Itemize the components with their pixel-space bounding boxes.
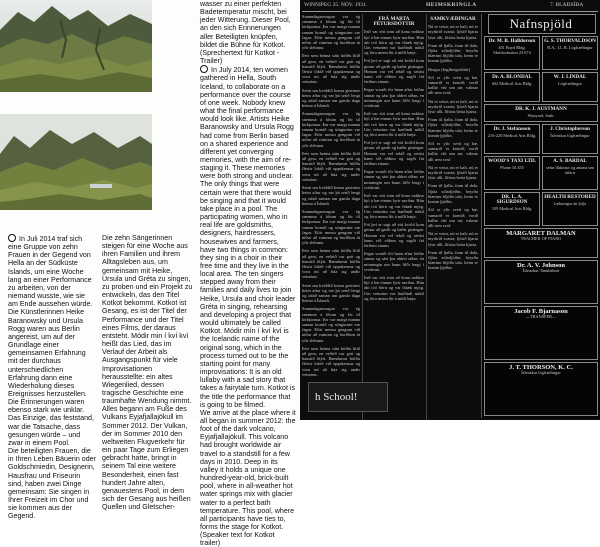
business-card (542, 156, 598, 190)
business-card (484, 192, 540, 226)
masthead-date: WINNIPEG 25. NOV. 1931. (304, 2, 368, 8)
english-paragraph-1: In July 2014, ten women gathered in Hella, South Iceland, to collaborate on a performance over the course of one week. Nobody knew what the final performance would look like. Artists Heike Baranowsky and Ursula Rogg had come from Berlin based on a shared experience and different yet converging memories, with the aim of re-staging it. These memories were both strong and unclear. The only things that were certain were that there would be singing and that it would take place in a pool. The participating women, who in real life are goldsmiths, designers, hairdressers, housewives and farmers, have two things in common: they sing in a choir in their free time and they live in the local area. The ten singers stepped away from their families and daily lives to join Heike, Ursula and choir leader Gréta in singing, rehearsing and developing a project that would ultimately be called Kotkot. Módir mín í kví kví is the Icelandic name of the original song, which in the process turned out to be the starting point for many improvisations: It is an old lullaby with a sad story that takes a fairytale turn. Kotkot is the title the performance that is going to be filmed. (200, 66, 296, 409)
business-card-name: Dr. A. BLONDAL (492, 74, 532, 80)
business-card-name: Dr. M. B. Halldorson (488, 38, 536, 44)
business-card (484, 124, 540, 154)
news-paragraph: Þegar voraði fór hann aftur leiðar sinnar og sást þar aldrei síðan, en minningin um hann lifði lengi í sveitinni. (364, 87, 424, 109)
circle-bullet-icon (200, 65, 208, 73)
news-paragraph: Það var eitt sinn að kona nokkur bjó á bæ einum fyrir norðan. Hún átti tvö börn og var fátæk mjög. Um veturinn var harðindi mikil og fóru menn lítt á milli bæja. (364, 29, 424, 56)
poem-stanza: Nú er vetur, nú er kalt, nú er myrkrið svarta; ljósið bjarta lýsir allt, lífsins heita hjarta. (428, 231, 478, 247)
english-paragraph-2: We arrive at the place where it all began in summer 2012: the foot of the dark volcano, Eyjafjallajökull. This volcano had brought worldwide air travel to a standstill for a few days in 2010. Deep in its valley it holds a unique one hundred-year-old, brick-built pool, where in all-weather hot water springs mix with glacier water to a perfect bath temperature. This pool, where all participants have ties to, forms the stage for Kotkot. (200, 408, 296, 531)
poem-stanza: Nú er vetur, nú er kalt, nú er myrkrið svarta; ljósið bjarta lýsir allt, lífsins heita hjarta. (428, 24, 478, 40)
business-card-name: WOOD'S TAXI LTD. (488, 158, 536, 164)
business-card (484, 36, 540, 70)
column-divider (426, 14, 427, 420)
news-paragraph: Seint um kvöldið komu gestirnir heim aftur og var þá setið lengi og talað saman um gamla daga heima á Íslandi. (302, 282, 360, 304)
news-paragraph: Það var eitt sinn að kona nokkur bjó á bæ einum fyrir norðan. Hún átti tvö börn og var fátæk mjög. Um veturinn var harðindi mikil og fóru menn lítt á milli bæja. (364, 111, 424, 138)
news-paragraph: Þegar voraði fór hann aftur leiðar sinnar og sást þar aldrei síðan, en minningin um hann lifði lengi í sveitinni. (364, 251, 424, 272)
masthead-title: HEIMSKRINGLA (426, 2, 477, 8)
news-paragraph: Sunnudagsmorgun var ég snemma á fótum og fór til kirkjunnar. Þar var margt manna saman komið og söngurinn var fagur. Eftir messu gengum við niður að vatninu og horfðum út yfir sléttuna. (302, 306, 360, 343)
news-paragraph: Þegar voraði fór hann aftur leiðar sinnar og sást þar aldrei síðan, en minningin um hann lifði lengi í sveitinni. (364, 169, 424, 190)
business-card (484, 362, 598, 416)
business-card (484, 104, 598, 122)
news-paragraph: Þeir sem heima sátu höfðu lítið að gera, en veðrið var gott og haustið hlýtt. Bændurnir höfðu flestir lokið við uppskeruna og voru nú að búa sig undir veturinn. (302, 345, 360, 377)
business-card-name: W. J. LINDAL (553, 74, 587, 80)
column-heading: SAMKVÆÐINGAR (430, 16, 476, 22)
german-text-column-1 (8, 234, 96, 521)
business-card-line: Íslenzkur lögfræðingur (550, 133, 590, 138)
business-card-line: 401 Boyd Bldg. Skrifstofusími 23 674 (493, 45, 531, 55)
business-card-name: Dr. J. Stefansson (493, 126, 531, 132)
business-card-name: MARGARET DALMAN (506, 230, 576, 237)
business-card (542, 72, 598, 102)
business-card-line: —TRANSFER— (525, 314, 557, 319)
german-paragraph-1: In Juli 2014 traf sich eine Gruppe von zehn Frauen in der Gegend von Hella an der Südküste Islands, um eine Woche lang an einer Performance zu arbeiten, von der niemand wusste, wie sie am Ende aussehen würde. Die Künstlerinnen Heike Baranowsky und Ursula Rogg waren aus Berlin angereist, um auf der Grundlage einer gemeinsamen Erfahrung mit der durchaus unterschiedlichen Erfahrung dann eine Wiederholung dieses Ereignisses herzustellen. Die Erinnerungen waren ebenso stark wie unklar. Das Einzige, das feststand, war die Tatsache, dass gesungen würde – und zwar in einem Pool. (8, 235, 94, 447)
business-card-line: 216-220 Medical Arts Bldg. (487, 133, 537, 138)
business-card-line: Íslenzkur lögfræðingur (521, 370, 561, 375)
german-paragraph-3: Die zehn Sängerinnen steigen für eine Woche aus ihren Familien und ihrem Alltagsleben aus, um gemeinsam mit Heike, Ursula und Gréta zu singen, zu proben und ein Projekt zu entwickeln, das den Titel Kotkot bekommt. Kotkot ist Gesang, es ist der Titel der Performance und der Titel eines Films, der daraus entsteht. Módir min í kví kví heißt das Lied, das im Verlauf der Arbeit als Ausgangspunkt für viele Improvisationen herausstellte: ein altes Wiegenlied, dessen tragische Geschichte eine traumhafte Wendung nimmt. Alles begann am Fuße des Vulkans Eyjafjallajökull im Sommer 2012. Der Vulkan, der im Sommer 2010 den weltweiten Flugverkehr für ein paar Tage zum Erliegen gebracht hatte, bringt in seinem Tal eine weitere Besonderheit, einen fast hundert Jahre alten, genauestens Pool, in dem sich der Gesang aus heißen Quellen und Gletscher- (102, 234, 193, 512)
masthead-rule (302, 11, 598, 12)
news-paragraph: Frá því er sagt að eitt kvöld kom gestur að garði og baðst gistingar. Honum var vel tekið og settist hann við eldinn og sagði frá ferðum sínum. (364, 58, 424, 85)
poem-stanza: Fram til fjalla, fram til dala, fljóta sólarljóðin; heyrðu blærinn hljóða tala, heim er komin þjóðin. (428, 183, 478, 205)
poem-stanza: Nú er vetur, nú er kalt, nú er myrkrið svarta; ljósið bjarta lýsir allt, lífsins heita hjarta. (428, 164, 478, 181)
business-card (484, 228, 598, 258)
news-paragraph: Það var eitt sinn að kona nokkur bjó á bæ einum fyrir norðan. Hún átti tvö börn og var fátæk mjög. Um veturinn var harðindi mikil og fóru menn lítt á milli bæja. (364, 274, 424, 301)
business-card-name: DR. K. J. AUSTMANN (515, 106, 567, 112)
business-card-line: Lögfræðingur (558, 81, 582, 86)
business-card (542, 36, 598, 70)
column-divider (362, 14, 363, 420)
news-paragraph: Seint um kvöldið komu gestirnir heim aftur og var þá setið lengi og talað saman um gamla daga heima á Íslandi. (302, 87, 360, 109)
business-card-name: HEALTH RESTORED (544, 194, 596, 200)
column-heading: FRÁ MARTA PÉTURSDÓTTIR (373, 16, 415, 28)
business-card-name: J. T. THORSON, K. C. (509, 364, 573, 371)
business-card (542, 192, 598, 226)
news-paragraph: Sunnudagsmorgun var ég snemma á fótum og fór til kirkjunnar. Þar var margt manna saman komið og söngurinn var fagur. Eftir messu gengum við niður að vatninu og horfðum út yfir sléttuna. (302, 208, 360, 246)
business-card (484, 156, 540, 190)
newspaper-column-2 (364, 14, 424, 420)
poem-stanza: Bragur (Ingibergsdóttir) (428, 66, 471, 72)
business-card-line: Phone 34 455 (500, 165, 524, 170)
business-card (484, 260, 598, 304)
german-trailer-caption: (Sprechertext für Kotkot -Trailer) (200, 48, 280, 66)
news-paragraph: Þeir sem heima sátu höfðu lítið að gera, en veðrið var gott og haustið hlýtt. Bændurnir höfðu flestir lokið við uppskeruna og voru nú að búa sig undir veturinn. (302, 248, 360, 280)
poem-stanza: Fram til fjalla, fram til dala, fljóta sólarljóðin; heyrðu blærinn hljóða tala, heim er komin þjóðin. (428, 117, 478, 138)
poem-stanza: Fram til fjalla, fram til dala, fljóta sólarljóðin; heyrðu blærinn hljóða tala, heim er komin þjóðin. (428, 42, 478, 64)
german-paragraph-2: Die beteiligten Frauen, die in Ihren Leben Bäuerin oder Goldschmiedin, Designerin, Hausfrau und Friseurin sind, haben zwei Dinge gemeinsam: Sie singen in Ihrer Freizeit im Chor und sie kommen aus der Gegend. (8, 447, 96, 521)
school-advert-text: h School! (315, 391, 358, 403)
poem-stanza: Fram til fjalla, fram til dala, fljóta sólarljóðin; heyrðu blærinn hljóða tala, heim er komin þjóðin. (428, 249, 478, 271)
business-card-line: Íslenzkur Tannlæknir (522, 268, 560, 273)
news-paragraph: Sunnudagsmorgun var ég snemma á fótum og fór til kirkjunnar. Þar var margt manna saman komið og söngurinn var fagur. Eftir messu gengum við niður að vatninu og horfðum út yfir sléttuna. (302, 14, 360, 51)
business-card (542, 124, 598, 154)
poem-stanza: Sól er yfir sveit og bæ, sumarið er komið; vorið kallar vítt um sæ, vaknar allt sem svaf. (428, 74, 478, 96)
business-card-line: Lækningar án lyfja (553, 201, 587, 206)
landscape-photo-bottom (0, 114, 152, 210)
business-card-name: Dr. A. V. Johnson (517, 262, 565, 269)
news-paragraph: Frá því er sagt að eitt kvöld kom gestur að garði og baðst gistingar. Honum var vel tekið og settist hann við eldinn og sagði frá ferðum sínum. (364, 222, 424, 248)
news-paragraph: Frá því er sagt að eitt kvöld kom gestur að garði og baðst gistingar. Honum var vel tekið og settist hann við eldinn og sagði frá ferðum sínum. (364, 140, 424, 167)
business-card-name: DR. L. A. SIGURDSON (496, 194, 528, 205)
business-card-line: 602 Medical Arts Bldg. (491, 81, 533, 86)
german-text-column-2 (102, 234, 194, 512)
business-card (484, 72, 540, 102)
newspaper-page (300, 0, 600, 420)
business-card-name: A. S. BARDAL (553, 158, 587, 164)
business-card-line: 109 Medical Arts Bldg. (491, 206, 533, 211)
newspaper-column-1 (302, 14, 360, 420)
business-card-name: Jacob F. Bjarnason (514, 308, 568, 315)
business-card-line: B.A., LL.B. Lögfræðingur (547, 45, 593, 50)
business-card-line: TEACHER OF PIANO (520, 236, 562, 241)
english-trailer-caption: (Speaker text for Kotkot trailer) (200, 531, 275, 547)
business-card-line: Wynyard, Sask. (527, 113, 555, 118)
circle-bullet-icon (8, 234, 16, 242)
business-card-name: G. S. THORVALDSON (544, 38, 596, 44)
business-card-name: J. Christopherson (550, 126, 590, 132)
news-paragraph: Sunnudagsmorgun var ég snemma á fótum og fór til kirkjunnar. Þar var margt manna saman komið og söngurinn var fagur. Eftir messu gengum við niður að vatninu og horfðum út yfir sléttuna. (302, 111, 360, 148)
news-paragraph: Það var eitt sinn að kona nokkur bjó á bæ einum fyrir norðan. Hún átti tvö börn og var fátæk mjög. Um veturinn var harðindi mikil og fóru menn lítt á milli bæja. (364, 193, 424, 219)
german-paragraph-4: wasser zu einer perfekten Badetemperatur mischt, bei jeder Witterung. Dieser Pool, an den sich Erinnerungen aller Beteiligten knüpfen, bildet die Bühne für Kotkot. (200, 0, 291, 49)
poem-stanza: Sól er yfir sveit og bæ, sumarið er komið; vorið kallar vítt um sæ, vaknar allt sem svaf. (428, 141, 478, 162)
ads-title: Nafnspjöld (509, 16, 573, 31)
news-paragraph: Seint um kvöldið komu gestirnir heim aftur og var þá setið lengi og talað saman um gamla daga heima á Íslandi. (302, 185, 360, 206)
business-card-ads (481, 14, 600, 418)
news-paragraph: Þeir sem heima sátu höfðu lítið að gera, en veðrið var gott og haustið hlýtt. Bændurnir höfðu flestir lokið við uppskeruna og voru nú að búa sig undir veturinn. (302, 53, 360, 85)
landscape-photo-top (0, 0, 152, 92)
newspaper-column-3 (428, 14, 478, 420)
english-text-column (200, 0, 296, 547)
business-card (484, 306, 598, 360)
masthead-page: 7. BLAÐSÍÐA (550, 2, 584, 8)
business-card-line: selur líkkistur og annast um útfarir (546, 165, 594, 175)
news-paragraph: Þeir sem heima sátu höfðu lítið að gera, en veðrið var gott og haustið hlýtt. Bændurnir höfðu flestir lokið við uppskeruna og voru nú að búa sig undir veturinn. (302, 150, 360, 182)
poem-stanza: Sól er yfir sveit og bæ, sumarið er komið; vorið kallar vítt um sæ, vaknar allt sem svaf. (428, 207, 478, 228)
poem-stanza: Nú er vetur, nú er kalt, nú er myrkrið svarta; ljósið bjarta lýsir allt, lífsins heita hjarta. (428, 98, 478, 115)
newspaper-masthead (300, 2, 600, 11)
